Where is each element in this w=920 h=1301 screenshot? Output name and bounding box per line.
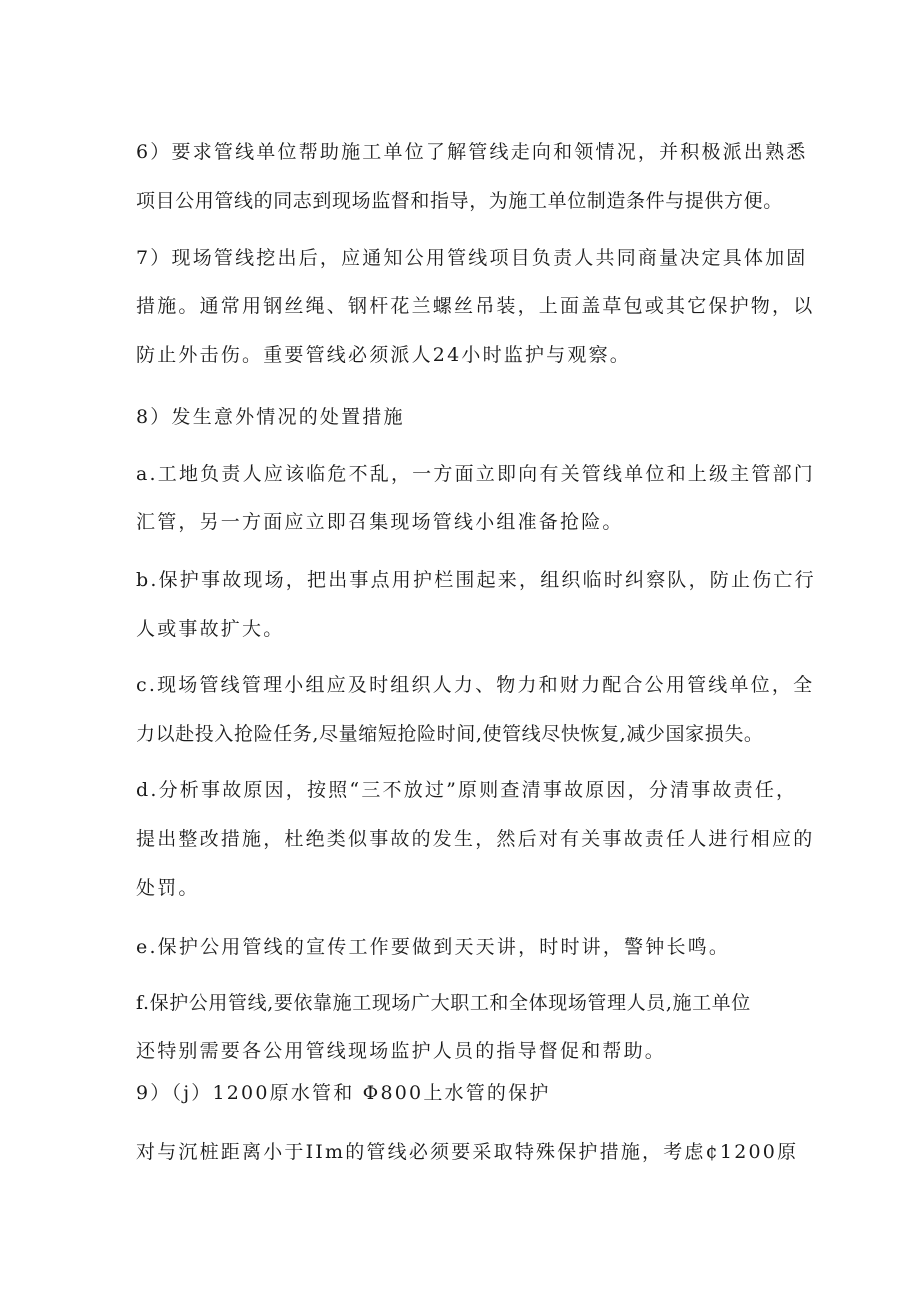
item-c-line-1: c.现场管线管理小组应及时组织人力、物力和财力配合公用管线单位，全 — [136, 674, 815, 696]
paragraph-6-line-2: 项目公用管线的同志到现场监督和指导，为施工单位制造条件与提供方便。 — [136, 190, 783, 212]
item-c-line-2: 力以赴投入抢险任务,尽量缩短抢险时间,使管线尽快恢复,减少国家损失。 — [136, 723, 764, 745]
item-f-line-2: 还特别需要各公用管线现场监护人员的指导督促和帮助。 — [136, 1040, 667, 1062]
item-d-line-2: 提出整改措施，杜绝类似事故的发生，然后对有关事故责任人进行相应的 — [136, 828, 815, 850]
item-b-line-1: b.保护事故现场，把出事点用护栏围起来，组织临时纠察队，防止伤亡行 — [136, 569, 816, 591]
paragraph-9-body-line-1: 对与沉桩距离小于IIm的管线必须要采取特殊保护措施，考虑¢1200原 — [136, 1141, 799, 1163]
paragraph-9-heading: 9）（j）1200原水管和 Φ800上水管的保护 — [136, 1082, 551, 1104]
item-d-line-3: 处罚。 — [136, 877, 200, 899]
paragraph-8-heading: 8）发生意外情况的处置措施 — [136, 406, 405, 428]
paragraph-7-line-2: 措施。通常用钢丝绳、钢杆花兰螺丝吊装，上面盖草包或其它保护物，以 — [136, 295, 815, 317]
item-a-line-1: a.工地负责人应该临危不乱，一方面立即向有关管线单位和上级主管部门 — [136, 463, 815, 485]
paragraph-7-line-1: 7）现场管线挖出后，应通知公用管线项目负责人共同商量决定具体加固 — [136, 247, 808, 269]
item-a-line-2: 汇管，另一方面应立即召集现场管线小组准备抢险。 — [136, 511, 624, 533]
item-b-line-2: 人或事故扩大。 — [136, 618, 285, 640]
item-f-line-1: f.保护公用管线,要依靠施工现场广大职工和全体现场管理人员,施工单位 — [136, 992, 751, 1014]
item-d-line-1: d.分析事故原因，按照“三不放过”原则查清事故原因，分清事故责任， — [136, 779, 798, 801]
paragraph-6-line-1: 6）要求管线单位帮助施工单位了解管线走向和领情况，并积极派出熟悉 — [136, 141, 808, 163]
item-e-line: e.保护公用管线的宣传工作要做到天天讲，时时讲，警钟长鸣。 — [136, 936, 731, 958]
paragraph-7-line-3: 防止外击伤。重要管线必须派人24小时监护与观察。 — [136, 344, 631, 366]
